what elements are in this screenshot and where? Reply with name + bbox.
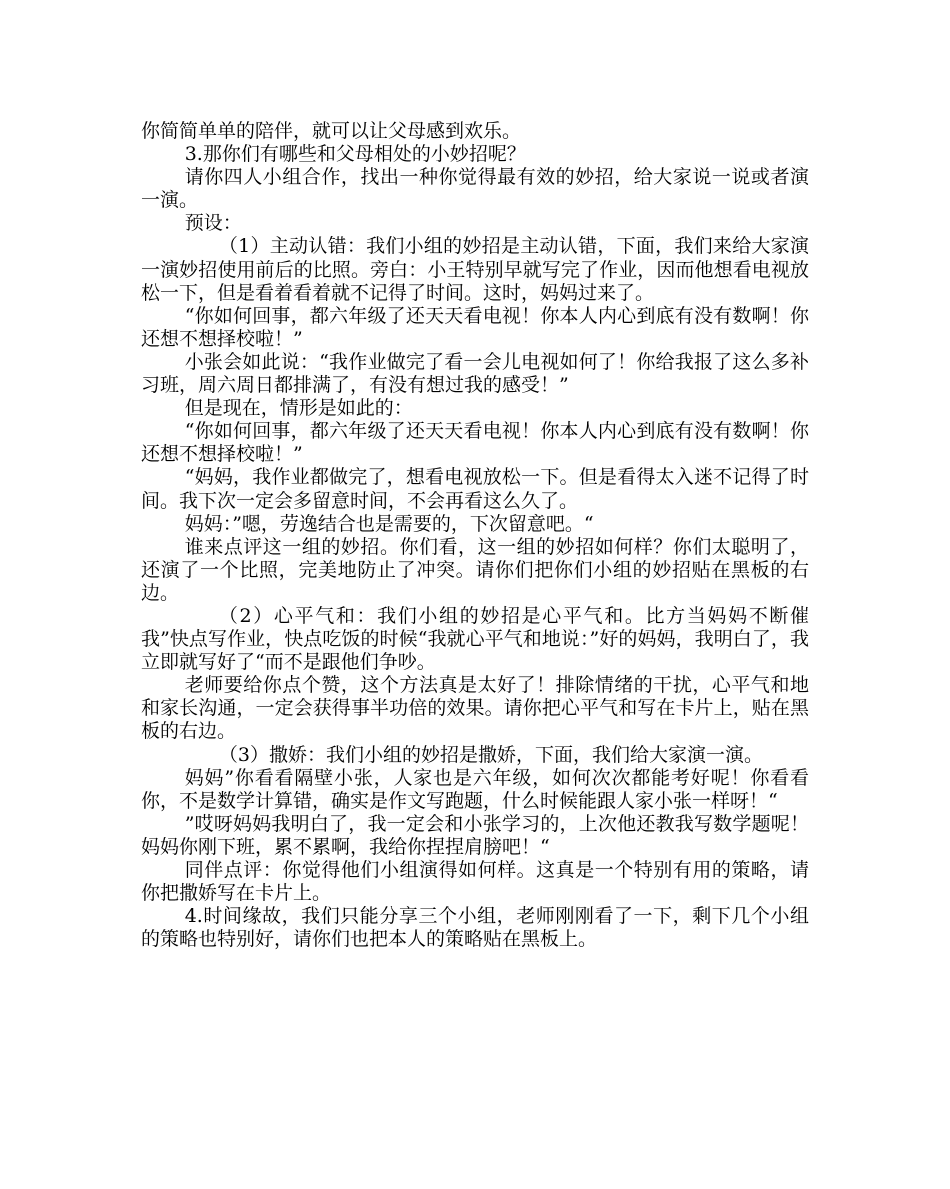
paragraph: 4.时间缘故，我们只能分享三个小组，老师刚刚看了一下，剩下几个小组的策略也特别好，请你们也把本人的策略贴在黑板上。 xyxy=(141,905,809,951)
paragraph: ”哎呀妈妈我明白了，我一定会和小张学习的，上次他还教我写数学题呢！妈妈你刚下班，累不累啊，我给你捏捏肩膀吧！“ xyxy=(141,812,809,858)
paragraph: 小张会如此说：“我作业做完了看一会儿电视如何了！你给我报了这么多补习班，周六周日都排满了，有没有想过我的感受！” xyxy=(141,350,809,397)
document-body xyxy=(141,120,809,951)
paragraph: 谁来点评这一组的妙招。你们看，这一组的妙招如何样？你们太聪明了，还演了一个比照，完美地防止了冲突。请你们把你们小组的妙招贴在黑板的右边。 xyxy=(141,535,809,604)
paragraph: “你如何回事，都六年级了还天天看电视！你本人内心到底有没有数啊！你还想不想择校啦！” xyxy=(141,420,809,466)
paragraph: 3.那你们有哪些和父母相处的小妙招呢？ xyxy=(184,143,526,166)
paragraph: 请你四人小组合作，找出一种你觉得最有效的妙招，给大家说一说或者演一演。 xyxy=(141,166,809,212)
paragraph: 同伴点评：你觉得他们小组演得如何样。这真是一个特别有用的策略，请你把撒娇写在卡片上。 xyxy=(141,859,809,905)
paragraph: 你简简单单的陪伴，就可以让父母感到欢乐。 xyxy=(141,120,522,142)
paragraph: （1）主动认错：我们小组的妙招是主动认错，下面，我们来给大家演一演妙招使用前后的比照。旁白：小王特别早就写完了作业，因而他想看电视放松一下，但是看着看着就不记得了时间。这时，妈妈过来了。 xyxy=(141,235,809,304)
paragraph: “你如何回事，都六年级了还天天看电视！你本人内心到底有没有数啊！你还想不想择校啦！” xyxy=(141,304,809,350)
paragraph: 妈妈：”嗯，劳逸结合也是需要的，下次留意吧。“ xyxy=(184,512,594,535)
paragraph: （3）撒娇：我们小组的妙招是撒娇，下面，我们给大家演一演。 xyxy=(218,743,763,766)
paragraph: 预设： xyxy=(184,212,242,235)
paragraph: （2）心平气和：我们小组的妙招是心平气和。比方当妈妈不断催我”快点写作业，快点吃饭的时候“我就心平气和地说：”好的妈妈，我明白了，我立即就写好了“而不是跟他们争吵。 xyxy=(141,604,809,674)
paragraph: 妈妈”你看看隔壁小张，人家也是六年级，如何次次都能考好呢！你看看你，不是数学计算错，确实是作文写跑题，什么时候能跟人家小张一样呀！“ xyxy=(141,766,809,812)
paragraph: “妈妈，我作业都做完了，想看电视放松一下。但是看得太入迷不记得了时间。我下次一定会多留意时间，不会再看这么久了。 xyxy=(141,466,809,512)
paragraph: 但是现在，情形是如此的： xyxy=(184,397,413,420)
paragraph: 老师要给你点个赞，这个方法真是太好了！排除情绪的干扰，心平气和地和家长沟通，一定会获得事半功倍的效果。请你把心平气和写在卡片上，贴在黑板的右边。 xyxy=(141,674,809,743)
